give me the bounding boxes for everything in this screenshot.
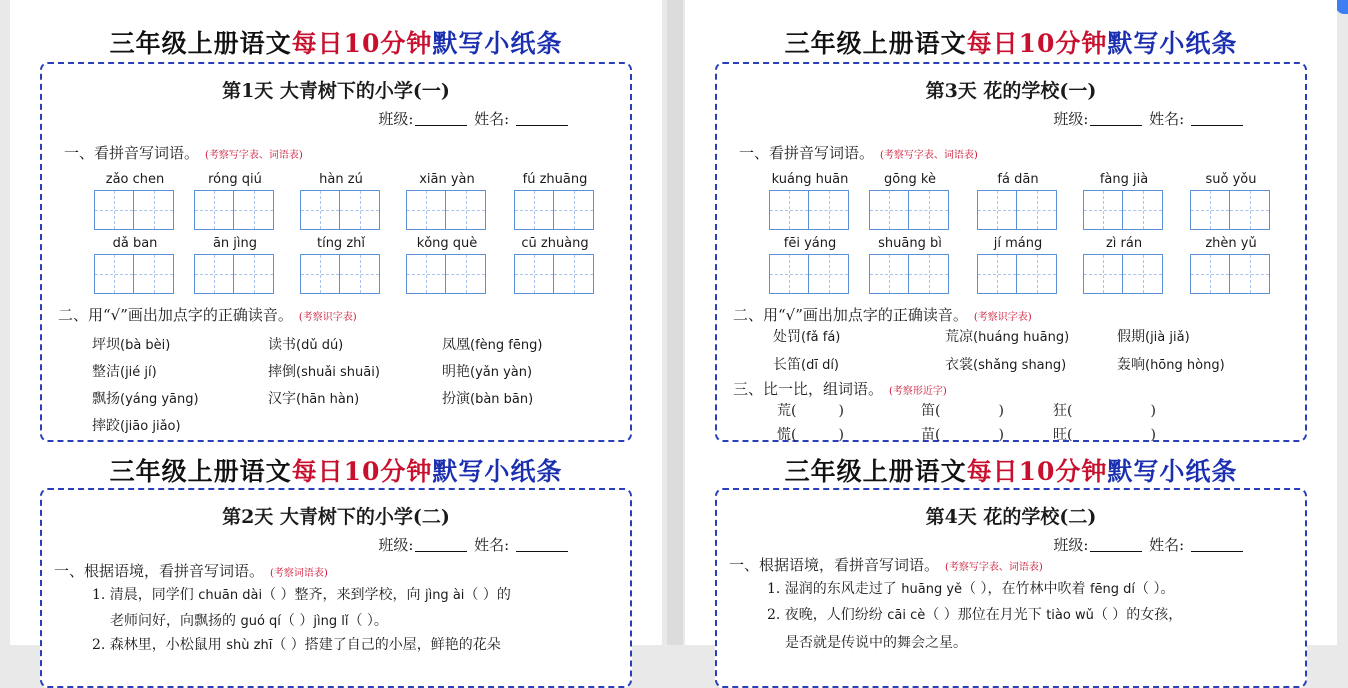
reading-item[interactable] [442, 361, 532, 381]
class-blank[interactable] [415, 111, 467, 126]
reading-word: 处罚 [773, 329, 801, 345]
reading-item[interactable] [92, 361, 157, 381]
pinyin-label: fá dān [997, 172, 1039, 187]
pinyin-box-group [1190, 236, 1272, 294]
compare-item[interactable] [1053, 400, 1156, 420]
compare-item[interactable] [1053, 424, 1156, 444]
section-label: 二、用“√”画出加点字的正确读音。 [58, 306, 293, 324]
reading-pinyin: (dī dí) [801, 358, 840, 373]
class-label: 班级: [1053, 110, 1089, 128]
writing-cell[interactable] [234, 254, 274, 294]
writing-cell[interactable] [977, 190, 1017, 230]
section-note: (考察词语表) [270, 568, 328, 579]
writing-cell[interactable] [1230, 254, 1270, 294]
context-pinyin: fēng dí [1089, 582, 1135, 597]
reading-word: 汉字 [268, 391, 296, 407]
section-2-heading [58, 304, 357, 325]
pinyin-label: róng qiú [208, 172, 262, 187]
context-pinyin: jìng ài [424, 588, 465, 603]
header-part2: 每日10分钟 [966, 29, 1108, 58]
header-part3: 默写小纸条 [432, 457, 563, 486]
section-1-heading [64, 142, 303, 163]
writing-cell[interactable] [234, 190, 274, 230]
section-note: (考察识字表) [298, 312, 357, 323]
left-page [10, 0, 662, 653]
name-label: 姓名: [474, 536, 510, 554]
class-blank[interactable] [1090, 111, 1142, 126]
day1-card [40, 62, 632, 442]
context-pinyin: huāng yě [901, 582, 963, 597]
class-name-line [378, 108, 570, 129]
pinyin-box-group [300, 236, 382, 294]
writing-cell[interactable] [1083, 254, 1123, 294]
pinyin-label: xiān yàn [419, 172, 475, 187]
writing-cell[interactable] [94, 254, 134, 294]
name-blank[interactable] [516, 537, 568, 552]
context-pinyin: cāi cè [887, 608, 926, 623]
compare-item[interactable] [921, 424, 1004, 444]
pinyin-label: zhèn yǔ [1205, 236, 1257, 251]
reading-pinyin: (dǔ dú) [296, 338, 344, 353]
writing-cell[interactable] [340, 190, 380, 230]
pinyin-label: cū zhuàng [521, 236, 589, 251]
writing-cell[interactable] [909, 254, 949, 294]
pinyin-label: fú zhuāng [522, 172, 588, 187]
context-text: （ ）搭建了自己的小屋，鲜艳的花朵 [272, 637, 501, 653]
pinyin-box-group [94, 236, 176, 294]
reading-pinyin: (yǎn yàn) [470, 365, 533, 380]
context-text: 1. 清晨，同学们 [92, 587, 199, 603]
context-text: （ ）那位在月光下 [925, 607, 1047, 623]
pinyin-box-group [977, 172, 1059, 230]
writing-cell[interactable] [769, 254, 809, 294]
writing-cell[interactable] [554, 190, 594, 230]
pinyin-box-group [406, 172, 488, 230]
reading-word: 扮演 [442, 391, 470, 407]
pinyin-label: tíng zhǐ [316, 236, 365, 251]
pinyin-label: zǎo chen [105, 172, 165, 187]
reading-item[interactable] [945, 326, 1069, 346]
writing-cell[interactable] [1123, 254, 1163, 294]
pinyin-label: kuáng huān [771, 172, 849, 187]
pinyin-box-group [1083, 236, 1165, 294]
pinyin-box-group [769, 236, 851, 294]
section-1-heading [739, 142, 978, 163]
header-part3: 默写小纸条 [1107, 457, 1238, 486]
compare-item[interactable] [777, 400, 844, 420]
pinyin-label: ān jìng [212, 236, 258, 251]
pinyin-label: jí máng [993, 236, 1043, 251]
writing-cell[interactable] [1190, 254, 1230, 294]
pinyin-box-group [869, 236, 951, 294]
writing-cell[interactable] [1017, 190, 1057, 230]
reading-item[interactable] [92, 388, 199, 408]
reading-item[interactable] [945, 354, 1066, 374]
reading-item[interactable] [442, 334, 542, 354]
pinyin-label: hàn zú [319, 172, 363, 187]
pinyin-label: dǎ ban [112, 236, 158, 251]
compare-word: 狂( [1053, 403, 1073, 419]
context-text: （ ）。 [1135, 581, 1175, 597]
section-label: 一、根据语境，看拼音写词语。 [729, 556, 940, 574]
context-pinyin: jìng lǐ [313, 614, 349, 629]
class-name-line [1053, 108, 1245, 129]
class-blank[interactable] [415, 537, 467, 552]
reading-word: 摔跤 [92, 418, 120, 434]
header-title-4 [685, 452, 1337, 488]
section-label: 一、看拼音写词语。 [64, 144, 200, 162]
section-2-heading [733, 304, 1032, 325]
reading-word: 摔倒 [268, 364, 296, 380]
section-label: 二、用“√”画出加点字的正确读音。 [733, 306, 968, 324]
reading-pinyin: (bà bèi) [120, 338, 171, 353]
writing-cell[interactable] [300, 190, 340, 230]
reading-pinyin: (shuǎi shuāi) [296, 365, 380, 380]
class-blank[interactable] [1090, 537, 1142, 552]
pinyin-label: fàng jià [1099, 172, 1149, 187]
compare-close: ) [998, 427, 1004, 443]
reading-word: 荒凉 [945, 329, 973, 345]
writing-cell[interactable] [809, 190, 849, 230]
writing-cell[interactable] [1017, 254, 1057, 294]
class-label: 班级: [378, 110, 414, 128]
header-title-3 [685, 24, 1337, 60]
context-text: （ ）。 [348, 613, 388, 629]
pinyin-box-group [406, 236, 488, 294]
context-line [767, 578, 1174, 598]
writing-cell[interactable] [194, 254, 234, 294]
reading-pinyin: (yáng yāng) [120, 392, 199, 407]
compare-word: 旺( [1053, 427, 1073, 443]
writing-cell[interactable] [340, 254, 380, 294]
header-part2: 每日10分钟 [291, 457, 433, 486]
reading-pinyin: (bàn bān) [470, 392, 534, 407]
header-part2: 每日10分钟 [966, 457, 1108, 486]
section-note: (考察写字表、词语表) [945, 562, 1043, 573]
section-note: (考察写字表、词语表) [205, 150, 303, 161]
context-text: （ ）的 [464, 587, 511, 603]
pinyin-label: gōng kè [884, 172, 936, 187]
context-text: （ ）整齐，来到学校，向 [262, 587, 425, 603]
writing-cell[interactable] [514, 190, 554, 230]
compare-close: ) [1150, 427, 1156, 443]
writing-cell[interactable] [809, 254, 849, 294]
header-part3: 默写小纸条 [432, 29, 563, 58]
writing-cell[interactable] [300, 254, 340, 294]
context-pinyin: shù zhī [226, 638, 273, 653]
day4-card [715, 488, 1307, 688]
reading-pinyin: (jiāo jiǎo) [120, 419, 181, 434]
header-part1: 三年级上册语文 [109, 29, 292, 58]
context-line [92, 634, 501, 654]
reading-pinyin: (fèng fēng) [470, 338, 543, 353]
writing-cell[interactable] [514, 254, 554, 294]
compare-word: 苗( [921, 427, 941, 443]
name-blank[interactable] [1191, 537, 1243, 552]
reading-word: 坪坝 [92, 337, 120, 353]
reading-pinyin: (jià jiǎ) [1145, 330, 1190, 345]
context-text: 2. 夜晚，人们纷纷 [767, 607, 888, 623]
context-text: 1. 湿润的东风走过了 [767, 581, 902, 597]
page-gap [667, 0, 683, 645]
writing-cell[interactable] [134, 254, 174, 294]
pinyin-box-group [514, 236, 596, 294]
reading-item[interactable] [442, 388, 533, 408]
writing-cell[interactable] [406, 190, 446, 230]
scroll-indicator[interactable] [1336, 0, 1348, 14]
writing-cell[interactable] [94, 190, 134, 230]
writing-cell[interactable] [909, 190, 949, 230]
reading-word: 读书 [268, 337, 296, 353]
context-pinyin: guó qí [240, 614, 281, 629]
writing-cell[interactable] [134, 190, 174, 230]
pinyin-box-group [977, 236, 1059, 294]
header-title-1 [10, 24, 662, 60]
pinyin-box-group [1190, 172, 1272, 230]
reading-pinyin: (hōng hòng) [1145, 358, 1225, 373]
pinyin-box-group [514, 172, 596, 230]
class-label: 班级: [1053, 536, 1089, 554]
writing-cell[interactable] [194, 190, 234, 230]
section-note: (考察形近字) [889, 386, 947, 397]
section-1-heading [729, 554, 1043, 575]
section-1-heading [54, 560, 328, 581]
pinyin-box-group [194, 172, 276, 230]
context-text: （ ）的女孩， [1093, 607, 1183, 623]
writing-cell[interactable] [769, 190, 809, 230]
reading-item[interactable] [1117, 354, 1225, 374]
context-line [92, 584, 511, 604]
pinyin-label: zì rán [1105, 236, 1143, 251]
header-part3: 默写小纸条 [1107, 29, 1238, 58]
header-title-2 [10, 452, 662, 488]
name-blank[interactable] [516, 111, 568, 126]
reading-item[interactable] [268, 388, 359, 408]
context-text: （ ），在竹林中吹着 [962, 581, 1090, 597]
writing-cell[interactable] [977, 254, 1017, 294]
compare-word: 慌( [777, 427, 797, 443]
writing-cell[interactable] [406, 254, 446, 294]
day-title: 第2天 大青树下的小学(二) [222, 506, 450, 528]
class-name-line [1053, 534, 1245, 555]
compare-close: ) [1150, 403, 1156, 419]
day-title: 第3天 花的学校(一) [925, 80, 1097, 102]
compare-close: ) [838, 403, 844, 419]
right-page [685, 0, 1337, 651]
writing-cell[interactable] [869, 190, 909, 230]
context-text: 2. 森林里，小松鼠用 [92, 637, 227, 653]
pinyin-box-group [769, 172, 851, 230]
class-name-line [378, 534, 570, 555]
pinyin-box-group [194, 236, 276, 294]
class-label: 班级: [378, 536, 414, 554]
name-label: 姓名: [1149, 110, 1185, 128]
context-line [785, 632, 967, 652]
pinyin-box-group [1083, 172, 1165, 230]
header-part2: 每日10分钟 [291, 29, 433, 58]
reading-item[interactable] [1117, 326, 1190, 346]
context-text: 是否就是传说中的舞会之星。 [785, 635, 967, 651]
reading-item[interactable] [773, 354, 839, 374]
compare-item[interactable] [777, 424, 844, 444]
reading-item[interactable] [773, 326, 840, 346]
reading-pinyin: (fǎ fá) [801, 330, 841, 345]
section-label: 一、看拼音写词语。 [739, 144, 875, 162]
pinyin-box-group [94, 172, 176, 230]
reading-word: 轰响 [1117, 357, 1145, 373]
day2-card [40, 488, 632, 688]
reading-pinyin: (huáng huāng) [973, 330, 1070, 345]
pinyin-label: fēi yáng [783, 236, 837, 251]
header-part1: 三年级上册语文 [109, 457, 292, 486]
reading-word: 假期 [1117, 329, 1145, 345]
pinyin-label: shuāng bì [878, 236, 942, 251]
writing-cell[interactable] [1083, 190, 1123, 230]
writing-cell[interactable] [1190, 190, 1230, 230]
day3-card [715, 62, 1307, 442]
section-note: (考察写字表、词语表) [880, 150, 978, 161]
reading-pinyin: (shǎng shang) [973, 358, 1067, 373]
pinyin-box-group [300, 172, 382, 230]
compare-close: ) [998, 403, 1004, 419]
reading-word: 衣裳 [945, 357, 973, 373]
writing-cell[interactable] [446, 190, 486, 230]
day-title: 第4天 花的学校(二) [925, 506, 1097, 528]
writing-cell[interactable] [1230, 190, 1270, 230]
name-label: 姓名: [1149, 536, 1185, 554]
writing-cell[interactable] [446, 254, 486, 294]
reading-word: 整洁 [92, 364, 120, 380]
reading-item[interactable] [92, 415, 181, 435]
writing-cell[interactable] [554, 254, 594, 294]
context-line [110, 610, 388, 630]
section-label: 三、比一比，组词语。 [733, 380, 884, 398]
reading-item[interactable] [268, 361, 380, 381]
pinyin-box-group [869, 172, 951, 230]
section-note: (考察识字表) [973, 312, 1032, 323]
context-pinyin: tiào wǔ [1046, 608, 1094, 623]
section-3-heading [733, 378, 947, 399]
compare-word: 笛( [921, 403, 941, 419]
header-part1: 三年级上册语文 [784, 457, 967, 486]
writing-cell[interactable] [1123, 190, 1163, 230]
section-label: 一、根据语境，看拼音写词语。 [54, 562, 265, 580]
reading-item[interactable] [92, 334, 170, 354]
compare-close: ) [838, 427, 844, 443]
writing-cell[interactable] [869, 254, 909, 294]
reading-item[interactable] [268, 334, 343, 354]
header-part1: 三年级上册语文 [784, 29, 967, 58]
compare-item[interactable] [921, 400, 1004, 420]
context-pinyin: chuān dài [198, 588, 263, 603]
pinyin-label: suǒ yǒu [1205, 172, 1257, 187]
day-title: 第1天 大青树下的小学(一) [222, 80, 450, 102]
reading-word: 明艳 [442, 364, 470, 380]
name-blank[interactable] [1191, 111, 1243, 126]
context-line [767, 604, 1182, 624]
name-label: 姓名: [474, 110, 510, 128]
pinyin-label: kǒng què [416, 236, 478, 251]
reading-word: 凤凰 [442, 337, 470, 353]
reading-pinyin: (hān hàn) [296, 392, 360, 407]
compare-word: 荒( [777, 403, 797, 419]
reading-pinyin: (jié jí) [120, 365, 157, 380]
reading-word: 长笛 [773, 357, 801, 373]
context-text: 老师问好，向飘扬的 [110, 613, 241, 629]
reading-word: 飘扬 [92, 391, 120, 407]
context-text: （ ） [280, 613, 314, 629]
